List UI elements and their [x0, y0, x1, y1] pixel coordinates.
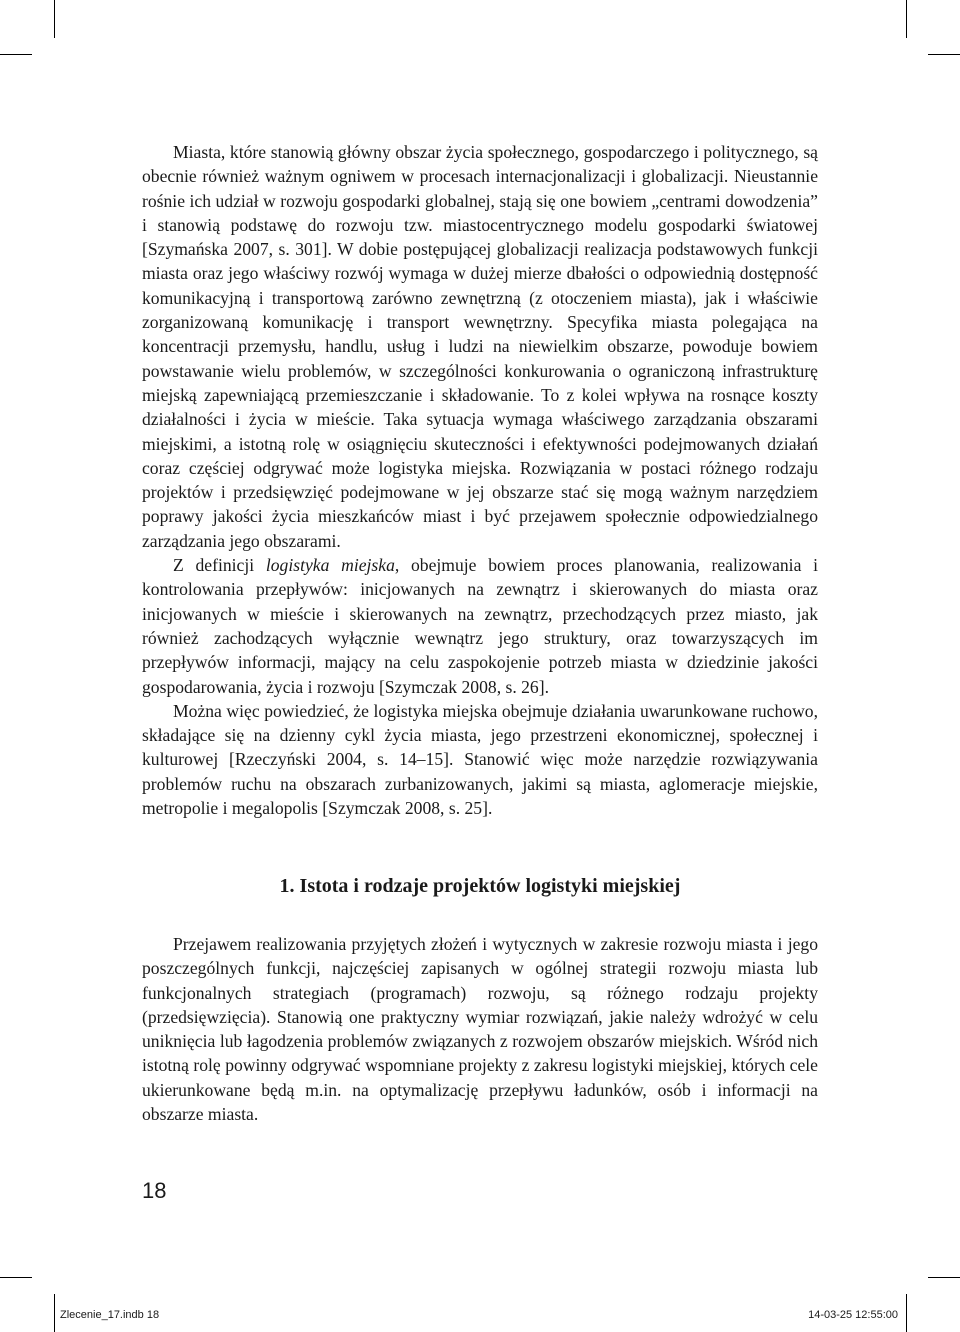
slug-timestamp: 14-03-25 12:55:00: [808, 1309, 898, 1321]
crop-mark: [928, 1277, 960, 1278]
paragraph: [142, 553, 818, 699]
crop-mark: [0, 1277, 32, 1278]
body-text: [142, 140, 818, 820]
paragraph: Można więc powiedzieć, że logistyka miejska obejmuje działania uwarunkowane ruchowo, składające się na dzienny cykl życia miasta, jego przestrzeni ekonomicznej, społecznej i kulturowej [Rzeczyński 2004, s. 14–15]. Stanowić więc może narzędzie rozwiązywania problemów ruchu na obszarach zurbanizowanych, jakimi są miasta, aglomeracje miejskie, metropolie i megalopolis [Szymczak 2008, s. 25].: [142, 700, 818, 819]
paragraph-text: Z definicji: [173, 555, 266, 576]
crop-mark: [928, 54, 960, 55]
slug-filename: Zlecenie_17.indb 18: [60, 1309, 160, 1321]
paragraph: Miasta, które stanowią główny obszar życia społecznego, gospodarczego i politycznego, są obecnie również ważnym ogniwem w procesach internacjonalizacji i globalizacji. Nieustannie rośnie ich udział w rozwoju gospodarki globalnej, stają się one bowiem „centrami dowodzenia” i stanowią podstawę do rozwoju tzw. miastocentrycznego modelu gospodarki światowej [Szymańska 2007, s. 301]. W dobie postępującej globalizacji realizacja podstawowych funkcji miasta oraz jego właściwy rozwój wymaga w dużej mierze dbałości o odpowiednią dostępność komunikacyjną i transportową zarówno zewnętrzną (z otoczeniem miasta), jak i właściwie zorganizowaną komunikację i transport wewnętrzny. Specyfika miasta polegająca na koncentracji przemysłu, handlu, usług i ludzi na niewielkim obszarze, powoduje bowiem powstawanie wielu problemów, w szczególności konkurowania o ograniczoną infrastrukturę miejską zapewniającą przemieszczanie i składowanie. To z kolei wpływa na rosnące koszty działalności i życia w mieście. Taka sytuacja wymaga właściwego zarządzania obszarami miejskimi, a istotną rolę w osiągnięciu skuteczności i efektywności podejmowanych działań coraz częściej odgrywać może logistyka miejska. Rozwiązania w postaci różnego rodzaju projektów i przedsięwzięć podejmowane w jej obszarze stać się mogą ważnym narzędziem poprawy jakości życia mieszkańców miast i być przejawem społecznie odpowiedzialnego zarządzania jego obszarami.: [142, 142, 818, 551]
crop-mark: [906, 0, 907, 38]
crop-mark: [906, 1294, 907, 1332]
page-number: 18: [142, 1178, 167, 1203]
paragraph: Przejawem realizowania przyjętych złożeń i wytycznych w zakresie rozwoju miasta i jego poszczególnych funkcji, najczęściej zapisanych w ogólnej strategii rozwoju miasta lub funkcjonalnych strategiach (programach) rozwoju, są różnego rodzaju projekty (przedsięwzięcia). Stanowią one praktyczny wymiar rozwiązań, jakie należy wdrożyć w celu uniknięcia lub łagodzenia problemów związanych z rozwojem obszarów miejskich. Wśród nich istotną rolę powinny odgrywać wspomniane projekty z zakresu logistyki miejskiej, których cele ukierunkowane będą m.in. na optymalizację przepływu ładunków, osób i informacji na obszarze miasta.: [142, 934, 818, 1125]
italic-term: logistyka miejska: [265, 555, 395, 576]
crop-mark: [54, 0, 55, 38]
section-heading: 1. Istota i rodzaje projektów logistyki miejskiej: [279, 875, 681, 897]
section-text: [142, 932, 818, 1126]
paragraph-text: , obejmuje bowiem proces planowania, realizowania i kontrolowania przepływów: inicjowanych na zewnątrz i skierowanych do miasta oraz inicjowanych w mieście i skierowanych na zewnątrz, przechodzących przez miasto, jak również zachodzących wyłącznie wewnątrz jego struktury, oraz towarzyszących im przepływów informacji, mający na celu zaspokojenie potrzeb miasta w dziedzinie jakości gospodarowania, życia i rozwoju [Szymczak 2008, s. 26].: [142, 555, 818, 697]
crop-mark: [0, 54, 32, 55]
crop-mark: [54, 1294, 55, 1332]
